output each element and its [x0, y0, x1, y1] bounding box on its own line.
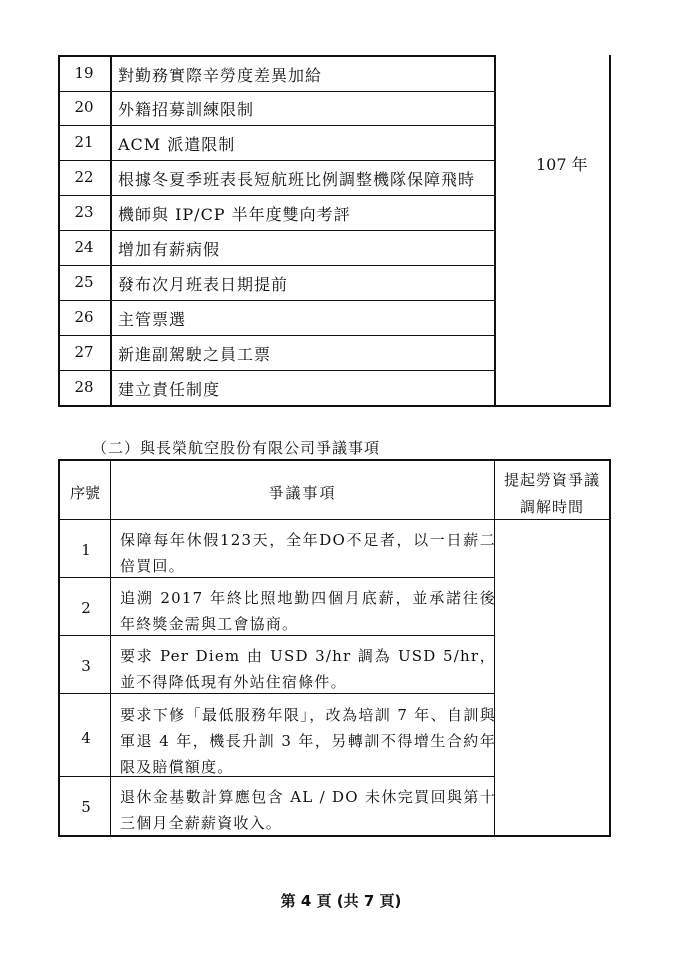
table-row — [58, 301, 495, 336]
row-number: 3 — [81, 657, 91, 675]
row-number: 19 — [74, 64, 94, 82]
table-row — [58, 126, 495, 161]
table-row — [58, 231, 495, 266]
row-number: 26 — [74, 308, 94, 326]
row-item: 建立責任制度 — [118, 380, 221, 399]
row-item: 機師與 IP/CP 半年度雙向考評 — [118, 205, 351, 224]
dispute-text: 退休金基數計算應包含 AL / DO 未休完買回與第十三個月全薪薪資收入。 — [120, 788, 496, 832]
row-divider — [60, 519, 609, 520]
dispute-items-table — [58, 459, 611, 837]
table-right-border — [609, 55, 611, 407]
header-serial: 序號 — [69, 484, 100, 502]
row-divider — [60, 776, 494, 777]
row-number: 20 — [74, 98, 94, 116]
row-item: 發布次月班表日期提前 — [118, 275, 289, 294]
table-row — [58, 196, 495, 231]
row-item: 對勤務實際辛勞度差異加給 — [118, 66, 323, 85]
row-item: 根據冬夏季班表長短航班比例調整機隊保障飛時 — [118, 170, 476, 189]
row-number: 1 — [81, 541, 91, 559]
row-divider — [60, 693, 494, 694]
header-mediation-time — [495, 469, 609, 517]
row-item: 增加有薪病假 — [118, 240, 221, 259]
header-mediation-line1: 提起勞資爭議 — [503, 471, 600, 489]
table-row — [58, 371, 495, 406]
row-number: 4 — [81, 729, 91, 747]
row-number: 25 — [74, 273, 94, 291]
dispute-text: 保障每年休假123天，全年DO不足者，以一日薪二倍買回。 — [120, 531, 496, 575]
header-dispute-item: 爭議事項 — [268, 484, 337, 502]
row-item: 外籍招募訓練限制 — [118, 100, 255, 119]
page-number: 第 4 頁 (共 7 頁) — [280, 892, 402, 910]
column-divider — [110, 461, 111, 837]
header-mediation-line2: 調解時間 — [519, 498, 584, 516]
demands-table-continued — [58, 55, 611, 407]
row-number: 21 — [74, 133, 94, 151]
row-divider — [60, 635, 494, 636]
row-item: ACM 派遣限制 — [118, 135, 236, 154]
row-number: 2 — [81, 599, 91, 617]
row-number: 24 — [74, 238, 94, 256]
row-number: 27 — [74, 343, 94, 361]
dispute-text: 要求 Per Diem 由 USD 3/hr 調為 USD 5/hr，並不得降低現有外站住宿條件。 — [120, 647, 496, 691]
table-row — [58, 266, 495, 301]
section-title: （二）與長榮航空股份有限公司爭議事項 — [92, 439, 381, 457]
row-item: 主管票選 — [118, 310, 187, 329]
row-divider — [60, 577, 494, 578]
year-label: 107 年 — [536, 155, 588, 174]
row-number: 5 — [81, 798, 91, 816]
row-number: 23 — [74, 203, 94, 221]
row-number: 22 — [74, 168, 94, 186]
row-number: 28 — [74, 378, 94, 396]
dispute-text: 要求下修「最低服務年限」，改為培訓 7 年、自訓與軍退 4 年，機長升訓 3 年，另轉訓不得增生合約年限及賠償額度。 — [120, 706, 496, 776]
table-row — [58, 91, 495, 126]
table-row — [58, 57, 495, 92]
dispute-text: 追溯 2017 年終比照地勤四個月底薪，並承諾往後年終獎金需與工會協商。 — [120, 589, 496, 633]
table-row — [58, 336, 495, 371]
row-item: 新進副駕駛之員工票 — [118, 345, 272, 364]
table-row — [58, 161, 495, 196]
